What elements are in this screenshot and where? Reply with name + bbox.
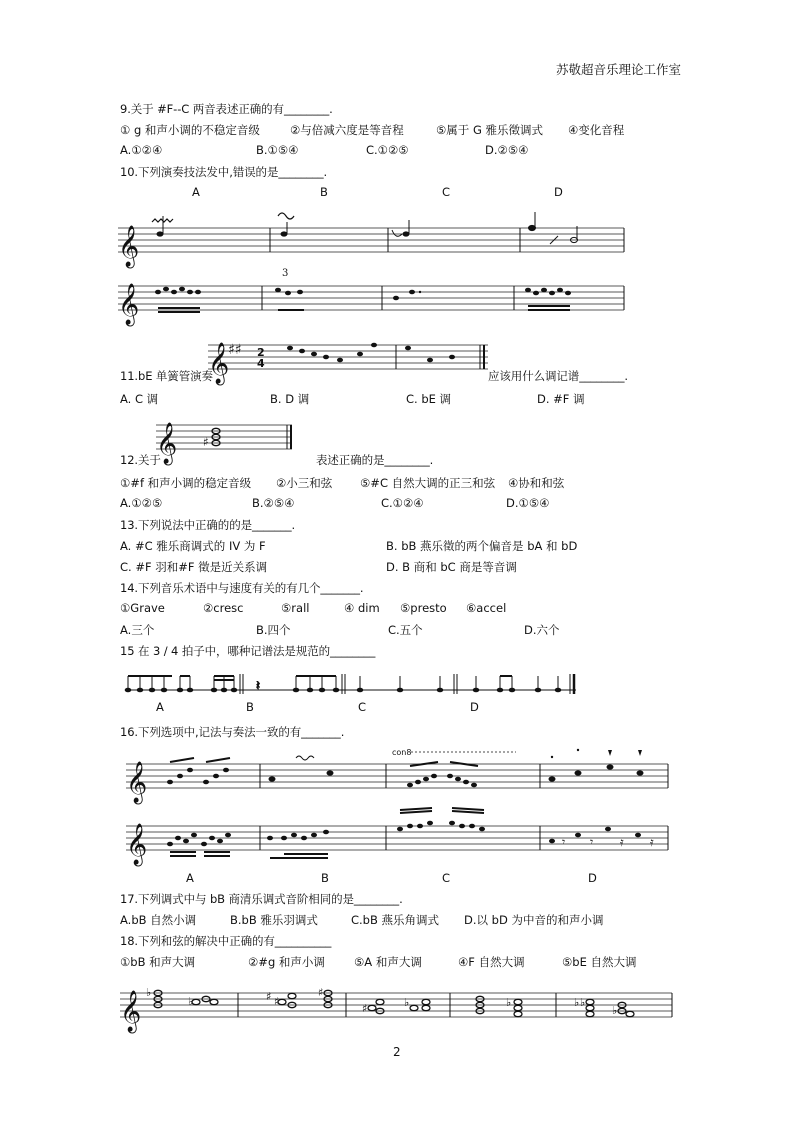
svg-text:♭: ♭	[404, 996, 410, 1009]
svg-text:𝄿: 𝄿	[650, 835, 654, 849]
svg-text:𝄞: 𝄞	[126, 824, 148, 865]
q10-label-d: D	[554, 185, 563, 199]
q14-choice-a: A.三个	[120, 623, 155, 637]
question-13-stem: 13.下列说法中正确的的是_______.	[120, 518, 296, 532]
question-11-prefix: 11.bE 单簧管演奏	[120, 369, 213, 383]
q14-item-5: ⑤presto	[400, 601, 447, 615]
svg-text:3: 3	[282, 268, 289, 279]
q17-choice-b: B.bB 雅乐羽调式	[230, 913, 318, 927]
q13-choice-b: B. bB 燕乐徵的两个偏音是 bA 和 bD	[386, 539, 578, 553]
key-signature-sharps: ♯♯	[228, 342, 242, 358]
q12-choice-d: D.①⑤④	[506, 496, 550, 510]
q16-label-c: C	[442, 871, 451, 885]
q12-choice-a: A.①②⑤	[120, 496, 163, 510]
svg-text:𝄞: 𝄞	[208, 343, 230, 384]
q16-label-d: D	[588, 871, 597, 885]
svg-text:𝄞: 𝄞	[120, 991, 142, 1032]
q15-label-a: A	[156, 700, 164, 714]
svg-text:𝄞: 𝄞	[126, 762, 148, 803]
q18-item-2: ②#g 和声小调	[248, 955, 325, 969]
q16-label-a: A	[186, 871, 194, 885]
svg-text:♭: ♭	[506, 996, 512, 1009]
q11-choice-c: C. bE 调	[406, 392, 452, 406]
svg-text:♭: ♭	[612, 1004, 618, 1017]
question-10-stem: 10.下列演奏技法发中,错误的是________.	[120, 165, 328, 179]
question-12-prefix: 12.关于	[120, 453, 161, 467]
ottava-mark: con8	[392, 748, 412, 757]
q15-label-b: B	[246, 700, 254, 714]
q16-label-b: B	[321, 871, 329, 885]
svg-text:♭: ♭	[188, 995, 194, 1008]
svg-text:♯: ♯	[203, 435, 209, 449]
q9-choice-c: C.①②⑤	[366, 143, 409, 157]
q14-item-3: ⑤rall	[281, 601, 310, 615]
q10-label-a: A	[192, 185, 200, 199]
svg-text:𝄞: 𝄞	[156, 423, 178, 464]
q12-choice-c: C.①②④	[381, 496, 424, 510]
q17-choice-d: D.以 bD 为中音的和声小调	[464, 913, 604, 927]
svg-text:♭: ♭	[580, 996, 586, 1009]
q14-choice-d: D.六个	[524, 623, 560, 637]
q17-choice-a: A.bB 自然小调	[120, 913, 197, 927]
svg-text:♭: ♭	[146, 986, 152, 999]
q13-choice-c: C. #F 羽和#F 徵是近关系调	[120, 560, 268, 574]
q18-item-4: ④F 自然大调	[458, 955, 525, 969]
q9-choice-a: A.①②④	[120, 143, 163, 157]
q12-item-2: ②小三和弦	[276, 476, 333, 490]
q12-item-3: ⑤#C 自然大调的正三和弦	[360, 476, 496, 490]
time-sig-top: 2	[257, 346, 265, 359]
page-header: 苏敬超音乐理论工作室	[556, 62, 682, 77]
page-number: 2	[393, 1045, 401, 1059]
q18-item-3: ⑤A 和声大调	[354, 955, 422, 969]
svg-text:♯: ♯	[318, 986, 324, 999]
q15-label-d: D	[470, 700, 479, 714]
q10-label-b: B	[320, 185, 328, 199]
q9-choice-b: B.①⑤④	[256, 143, 299, 157]
q18-item-1: ①bB 和声大调	[120, 955, 196, 969]
q11-choice-b: B. D 调	[270, 392, 310, 406]
q10-label-c: C	[442, 185, 451, 199]
q18-item-5: ⑤bE 自然大调	[562, 955, 637, 969]
q12-item-1: ①#f 和声小调的稳定音级	[120, 476, 252, 490]
question-16-stem: 16.下列选项中,记法与奏法一致的有_______.	[120, 725, 345, 739]
question-9-stem: 9.关于 #F--C 两音表述正确的有________.	[120, 102, 333, 116]
q14-item-6: ⑥accel	[466, 601, 507, 615]
q9-choice-d: D.②⑤④	[485, 143, 529, 157]
svg-text:𝄾: 𝄾	[590, 835, 594, 849]
question-11-suffix: 应该用什么调记谱________.	[488, 369, 628, 383]
svg-text:♯: ♯	[266, 990, 272, 1003]
svg-text:𝄿: 𝄿	[620, 835, 624, 849]
q14-choice-b: B.四个	[256, 623, 291, 637]
q12-item-4: ④协和和弦	[508, 476, 565, 490]
question-12-suffix: 表述正确的是________.	[316, 453, 434, 467]
q11-choice-d: D. #F 调	[537, 392, 585, 406]
q14-item-2: ②cresc	[203, 601, 244, 615]
q15-label-c: C	[358, 700, 367, 714]
question-14-stem: 14.下列音乐术语中与速度有关的有几个_______.	[120, 581, 364, 595]
time-sig-bottom: 4	[257, 357, 265, 370]
svg-text:𝄽: 𝄽	[256, 679, 260, 694]
q14-item-1: ①Grave	[120, 601, 165, 615]
svg-text:♭: ♭	[574, 996, 580, 1009]
question-18-stem: 18.下列和弦的解决中正确的有__________	[120, 934, 332, 948]
q12-choice-b: B.②⑤④	[252, 496, 295, 510]
q17-choice-c: C.bB 燕乐角调式	[351, 913, 440, 927]
question-17-stem: 17.下列调式中与 bB 商清乐调式音阶相同的是________.	[120, 892, 403, 906]
svg-text:♯: ♯	[274, 995, 280, 1008]
q9-item-3: ⑤属于 G 雅乐徵调式	[436, 123, 544, 137]
svg-text:𝄾: 𝄾	[562, 835, 566, 849]
q14-choice-c: C.五个	[388, 623, 423, 637]
q13-choice-a: A. #C 雅乐商调式的 IV 为 F	[120, 539, 266, 553]
q9-item-4: ④变化音程	[568, 123, 625, 137]
q13-choice-d: D. B 商和 bC 商是等音调	[386, 560, 517, 574]
q9-item-2: ②与倍减六度是等音程	[290, 123, 404, 137]
q9-item-1: ① g 和声小调的不稳定音级	[120, 123, 260, 137]
treble-clef-icon: 𝄞	[118, 226, 140, 267]
q11-choice-a: A. C 调	[120, 392, 159, 406]
q14-item-4: ④ dim	[344, 601, 380, 615]
svg-text:♯: ♯	[362, 1002, 368, 1015]
question-15-stem: 15 在 3 / 4 拍子中，哪种记谱法是规范的________	[120, 644, 376, 658]
svg-text:𝄞: 𝄞	[118, 284, 140, 325]
